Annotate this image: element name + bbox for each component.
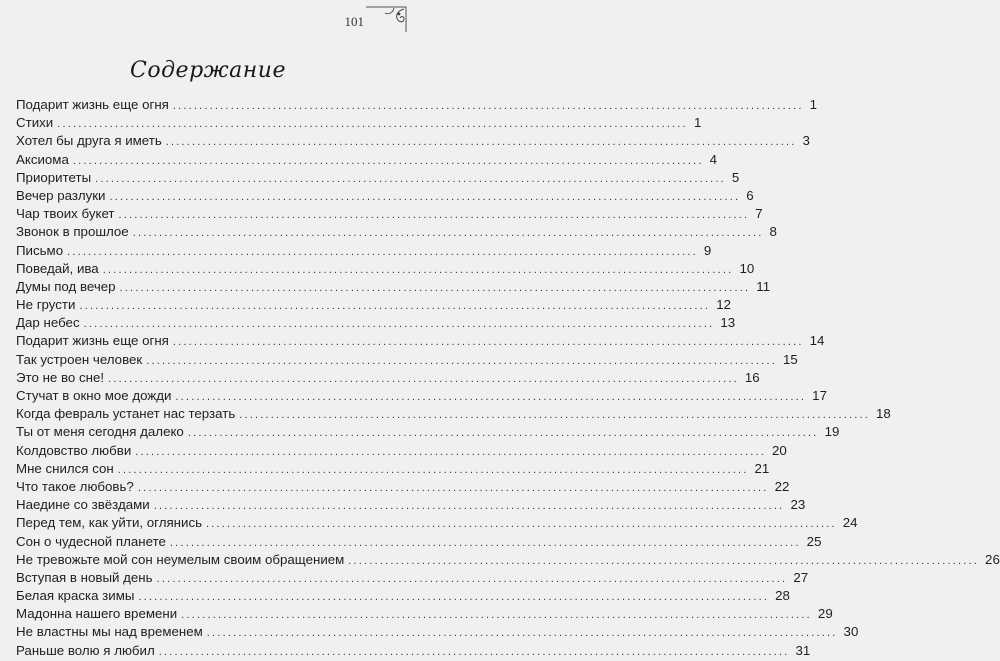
toc-entry-page: 31 [795,642,811,658]
toc-leader-dots: ........................................................................................................................ [158,645,790,658]
toc-leader-dots: ........................................................................................................................ [102,263,734,276]
toc-leader-dots: ........................................................................................................................ [108,372,739,385]
toc-entry-title: Хотел бы друга я иметь [16,133,162,149]
toc-entry [16,314,736,332]
toc-entry [16,642,811,660]
toc-entry-title: Дар небес [16,315,80,331]
corner-ornament-icon [364,4,408,34]
toc-entry [16,587,790,605]
toc-entry [16,387,827,405]
toc-leader-dots: ........................................................................................................................ [187,427,819,440]
page-number: 101 [344,14,364,29]
toc-entry-title: Ты от меня сегодня далеко [16,424,184,440]
toc-leader-dots: ........................................................................................................................ [206,627,838,640]
toc-entry-title: Вступая в новый день [16,569,153,585]
toc-entry [16,605,833,623]
toc-leader-dots: ........................................................................................................................ [172,336,804,349]
toc-leader-dots: ........................................................................................................................ [72,154,704,167]
toc-entry-page: 27 [793,569,809,585]
toc-entry [16,151,717,169]
toc-leader-dots: ........................................................................................................................ [169,536,801,549]
toc-entry-title: Поведай, ива [16,260,99,276]
toc-leader-dots: ........................................................................................................................ [83,318,715,331]
toc-entry-title: Сон о чудесной планете [16,533,166,549]
toc-entry-page: 18 [876,406,891,422]
toc-entry-title: Не тревожьте мой сон неумелым своим обращением [16,551,345,567]
toc-entry-title: Звонок в прошлое [16,224,129,240]
toc-entry-title: Стихи [16,115,54,131]
table-of-contents [16,96,1000,660]
toc-entry-page: 7 [755,206,763,222]
toc-entry-title: Перед тем, как уйти, оглянись [16,515,203,531]
toc-entry [16,205,763,223]
toc-entry-title: Не грусти [16,297,76,313]
toc-entry-page: 30 [843,624,859,640]
toc-entry-page: 11 [756,278,771,294]
toc-entry [16,132,810,150]
toc-entry-page: 25 [806,533,822,549]
toc-entry-title: Подарит жизнь еще огня [16,97,169,112]
toc-entry-page: 8 [769,224,777,240]
toc-entry-title: Письмо [16,242,64,258]
toc-entry [16,351,798,369]
toc-entry-page: 6 [746,187,754,203]
toc-entry-title: Вечер разлуки [16,187,106,203]
toc-entry-title: Когда февраль устанет нас терзать [16,406,236,422]
toc-entry-title: Что такое любовь? [16,478,134,494]
toc-entry [16,623,859,641]
toc-leader-dots: ........................................................................................................................ [181,609,812,622]
toc-entry [16,278,771,296]
toc-leader-dots: ........................................................................................................................ [137,481,769,494]
toc-entry [16,260,755,278]
toc-entry-page: 1 [809,97,818,112]
toc-entry-page: 3 [802,133,810,149]
toc-leader-dots: ........................................................................................................................ [67,245,698,258]
toc-leader-dots: ........................................................................................................................ [135,445,767,458]
toc-entry-title: Подарит жизнь еще огня [16,333,169,349]
toc-entry-page: 9 [703,242,712,258]
toc-entry [16,460,770,478]
toc-entry-page: 15 [782,351,798,367]
toc-entry-title: Не властны мы над временем [16,624,203,640]
toc-leader-dots: ........................................................................................................................ [132,227,764,240]
toc-entry-page: 29 [817,606,833,622]
toc-leader-dots: ........................................................................................................................ [156,572,788,585]
toc-entry-page: 24 [842,515,858,531]
toc-entry-page: 4 [709,151,717,167]
toc-entry-page: 12 [716,297,731,313]
toc-leader-dots: ........................................................................................................................ [165,136,797,149]
toc-leader-dots: ........................................................................................................................ [79,300,711,313]
toc-entry [16,569,809,587]
toc-entry [16,96,818,114]
toc-entry [16,514,858,532]
toc-entry-title: Колдовство любви [16,442,132,458]
toc-entry [16,496,806,514]
toc-entry-title: Наедине со звёздами [16,497,150,513]
toc-entry-page: 16 [744,369,760,385]
toc-entry-page: 5 [731,169,740,185]
toc-entry-title: Раньше волю я любил [16,642,155,658]
toc-entry-page: 13 [720,315,736,331]
toc-entry-title: Аксиома [16,151,69,167]
toc-entry-page: 28 [775,588,790,604]
toc-entry-title: Стучат в окно мое дожди [16,388,172,403]
toc-entry-page: 23 [790,497,806,513]
toc-entry [16,369,760,387]
toc-entry [16,405,891,423]
toc-leader-dots: ........................................................................................................................ [95,172,726,185]
toc-entry-title: Мадонна нашего времени [16,606,178,622]
toc-leader-dots: ........................................................................................................................ [348,554,980,567]
toc-leader-dots: ........................................................................................................................ [146,354,777,367]
toc-entry [16,551,1000,569]
toc-entry [16,223,777,241]
toc-leader-dots: ........................................................................................................................ [239,409,871,422]
toc-entry-title: Белая краска зимы [16,588,135,604]
toc-entry [16,478,790,496]
toc-entry-page: 17 [812,388,827,403]
toc-entry [16,296,731,314]
toc-entry-page: 19 [824,424,840,440]
toc-entry-title: Мне снился сон [16,460,114,476]
toc-entry-title: Так устроен человек [16,351,143,367]
toc-leader-dots: ........................................................................................................................ [175,391,807,403]
toc-entry-page: 14 [809,333,825,349]
toc-entry [16,169,740,187]
toc-entry [16,442,787,460]
toc-leader-dots: ........................................................................................................................ [117,463,749,476]
toc-entry-page: 26 [985,551,1000,567]
toc-leader-dots: ........................................................................................................................ [172,100,804,112]
toc-entry [16,114,702,132]
toc-entry-title: Приоритеты [16,169,92,185]
toc-entry [16,242,712,260]
toc-leader-dots: ........................................................................................................................ [206,518,837,531]
toc-entry-title: Думы под вечер [16,278,116,294]
page-title: Содержание [130,58,286,83]
toc-entry [16,332,825,350]
toc-entry [16,423,840,441]
toc-leader-dots: ........................................................................................................................ [119,281,751,294]
toc-entry-page: 20 [772,442,787,458]
toc-entry-title: Чар твоих букет [16,206,115,222]
toc-entry-title: Это не во сне! [16,369,105,385]
toc-entry-page: 10 [739,260,755,276]
toc-entry-page: 21 [754,460,770,476]
toc-entry [16,533,822,551]
toc-leader-dots: ........................................................................................................................ [138,591,770,604]
toc-entry-page: 1 [693,115,702,131]
toc-leader-dots: ........................................................................................................................ [57,118,688,131]
toc-entry [16,187,754,205]
toc-leader-dots: ........................................................................................................................ [153,500,785,513]
toc-leader-dots: ........................................................................................................................ [109,190,741,203]
toc-entry-page: 22 [774,478,790,494]
toc-leader-dots: ........................................................................................................................ [118,209,750,222]
